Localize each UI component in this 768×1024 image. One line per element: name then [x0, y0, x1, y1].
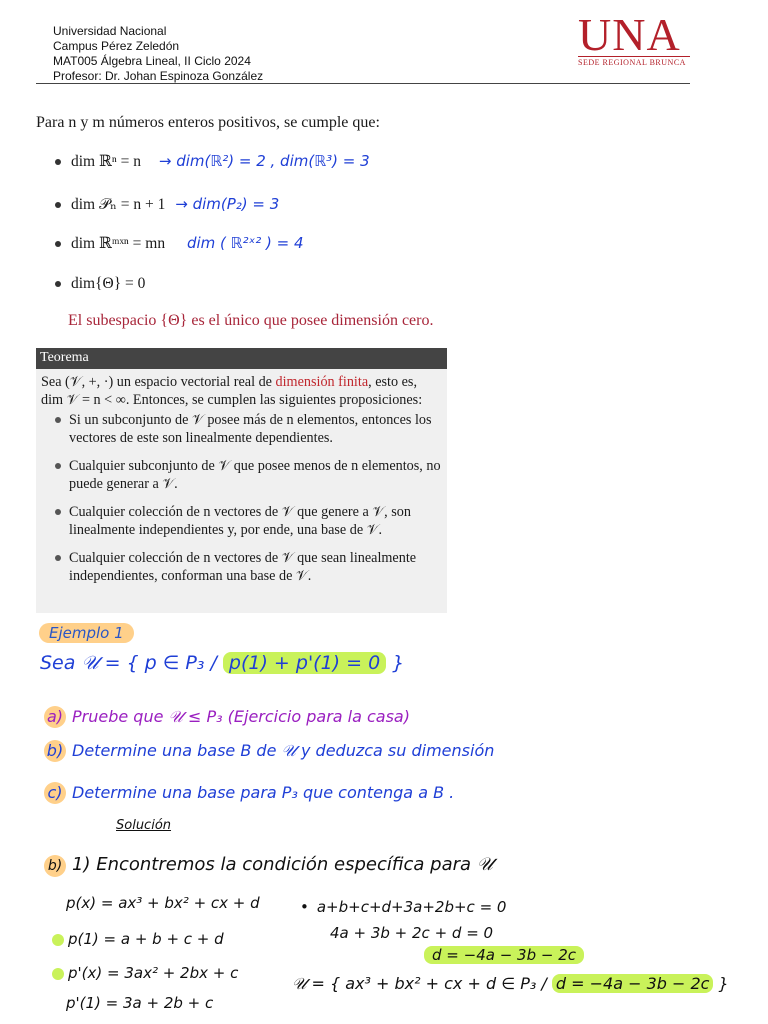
part-c: [44, 782, 454, 804]
part-a-label: a): [44, 706, 66, 728]
set-U-a: 𝒰 = { ax³ + bx² + cx + d ∈ P₃ /: [292, 974, 552, 993]
theorem-item-text: Cualquier colección de n vectores de 𝒱 que sean linealmente independientes, conforman una base de 𝒱.: [69, 550, 417, 584]
bullet-icon: •: [300, 898, 309, 916]
set-def-a: Sea 𝒰 = { p ∈ P₃ /: [40, 652, 223, 674]
bullet-icon: [55, 281, 61, 287]
handwritten-note: → dim(P₂) = 3: [175, 195, 280, 213]
dim-item-pn: [55, 195, 279, 214]
una-logo: [578, 9, 690, 67]
part-b-text: Determine una base B de 𝒰 y deduzca su dimensión: [72, 741, 495, 760]
handwritten-note: dim ( ℝ²ˣ² ) = 4: [186, 234, 304, 252]
eq-simplified: 4a + 3b + 2c + d = 0: [330, 924, 494, 942]
set-U-b: }: [713, 974, 729, 993]
step-label: b): [44, 855, 66, 877]
theorem-body: [36, 369, 447, 585]
theorem-item: [41, 503, 442, 539]
header-campus: Campus Pérez Zeledón: [53, 39, 180, 53]
set-U-final: [292, 974, 729, 994]
bullet-icon: [55, 241, 61, 247]
header-divider: [36, 83, 690, 84]
dim-item-rmn: [55, 234, 304, 253]
part-a: [44, 706, 410, 728]
part-b-label: b): [44, 740, 66, 762]
bullet-icon: [55, 555, 61, 561]
eq-d: d = −4a − 3b − 2c: [424, 946, 584, 964]
header-university: Universidad Nacional: [53, 24, 167, 38]
bullet-icon: [55, 417, 61, 423]
theorem-item-text: Cualquier subconjunto de 𝒱 que posee menos de n elementos, no puede generar a 𝒱.: [69, 458, 441, 492]
bullet-icon: [55, 202, 61, 208]
header-block: [53, 24, 263, 84]
bullet-icon: [55, 159, 61, 165]
theorem-title: Teorema: [36, 348, 447, 369]
header-professor: Profesor: Dr. Johan Espinoza González: [53, 69, 264, 83]
poly-px: p(x) = ax³ + bx² + cx + d: [66, 894, 260, 912]
example-title: Ejemplo 1: [39, 623, 134, 643]
theorem-intro-highlight: dimensión finita: [275, 374, 369, 390]
part-c-label: c): [44, 782, 66, 804]
poly-dp1: p'(1) = 3a + 2b + c: [66, 994, 214, 1012]
bullet-icon: [52, 968, 64, 980]
dim-formula: dim 𝒫ₙ = n + 1: [71, 196, 166, 213]
theorem-item: [41, 457, 442, 493]
set-U-condition: d = −4a − 3b − 2c: [552, 974, 714, 993]
handwritten-note: → dim(ℝ²) = 2 , dim(ℝ³) = 3: [158, 152, 370, 170]
theorem-item-text: Si un subconjunto de 𝒱 posee más de n elementos, entonces los vectores de este son linealmente dependientes.: [69, 412, 432, 446]
eq-sum-text: a+b+c+d+3a+2b+c = 0: [316, 898, 507, 916]
red-note: El subespacio {Θ} es el único que posee dimensión cero.: [68, 312, 434, 329]
theorem-intro-b: , esto es, dim 𝒱 = n < ∞. Entonces, se cumplen las siguientes proposiciones:: [41, 374, 423, 408]
header-course: MAT005 Álgebra Lineal, II Ciclo 2024: [53, 54, 251, 68]
dim-item-rn: [55, 152, 370, 171]
poly-p1-text: p(1) = a + b + c + d: [68, 930, 224, 948]
dim-formula: dim ℝⁿ = n: [71, 153, 141, 170]
theorem-item-text: Cualquier colección de n vectores de 𝒱 que genere a 𝒱, son linealmente independientes y, por ende, una base de 𝒱.: [69, 504, 411, 538]
solucion-heading: Solución: [116, 818, 172, 833]
bullet-icon: [55, 463, 61, 469]
dim-formula: dim ℝᵐˣⁿ = mn: [71, 235, 166, 252]
logo-subtitle: SEDE REGIONAL BRUNCA: [578, 56, 690, 67]
part-b-step1: [44, 854, 493, 877]
dim-item-theta: [55, 275, 145, 293]
poly-p1: [52, 930, 224, 948]
theorem-item: [41, 549, 442, 585]
part-a-text: Pruebe que 𝒰 ≤ P₃ (Ejercicio para la casa): [72, 707, 410, 726]
bullet-icon: [52, 934, 64, 946]
theorem-item: [41, 411, 442, 447]
theorem-box: [36, 348, 447, 613]
eq-sum: [300, 898, 506, 916]
theorem-intro-a: Sea (𝒱, +, ·) un espacio vectorial real de: [41, 374, 276, 390]
logo-text: UNA: [578, 9, 681, 60]
example-set: [40, 652, 404, 674]
poly-dpx: [52, 964, 238, 982]
part-b: [44, 740, 494, 762]
step-text: 1) Encontremos la condición específica para 𝒰: [72, 854, 493, 875]
bullet-icon: [55, 509, 61, 515]
theorem-intro: [41, 373, 442, 409]
dim-formula: dim{Θ} = 0: [71, 275, 146, 292]
intro-text: Para n y m números enteros positivos, se cumple que:: [36, 114, 380, 131]
poly-dpx-text: p'(x) = 3ax² + 2bx + c: [68, 964, 239, 982]
set-condition: p(1) + p'(1) = 0: [223, 652, 386, 674]
set-def-b: }: [386, 652, 405, 674]
part-c-text: Determine una base para P₃ que contenga a B .: [72, 783, 455, 802]
